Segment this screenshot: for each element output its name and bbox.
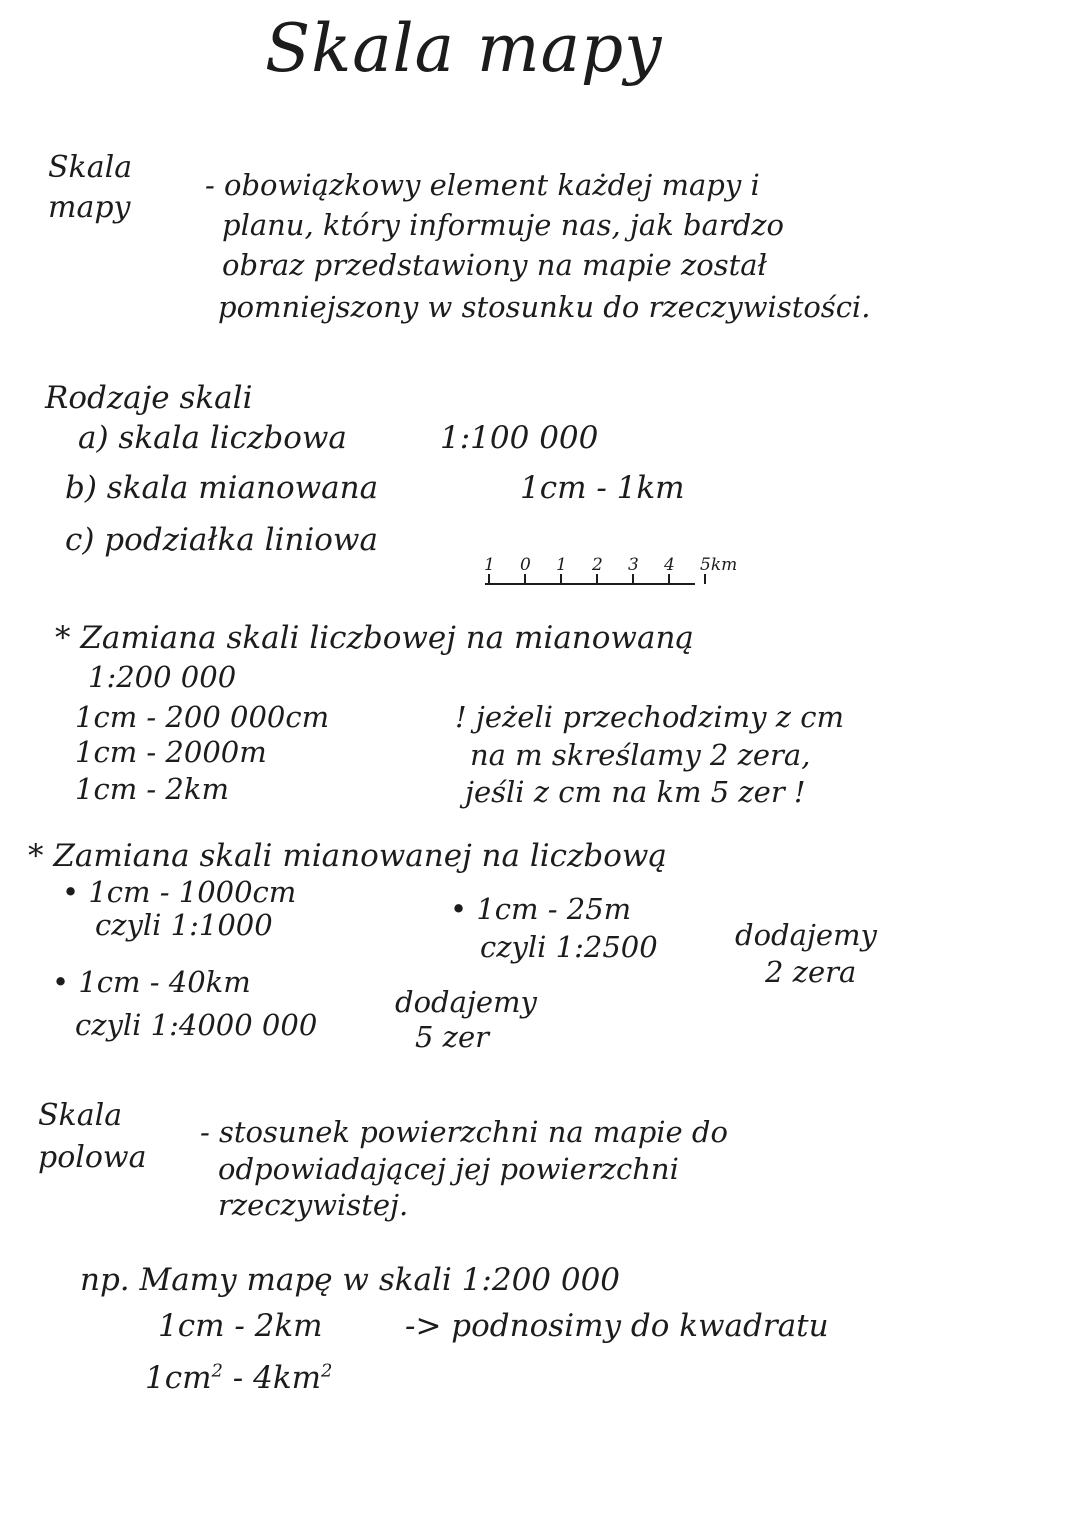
scale-bar-tick-label: 2 [592, 555, 603, 575]
scale-bar-tick-label: 1 [556, 555, 567, 575]
conv2-ex2-note-1: dodajemy [735, 918, 877, 952]
area-scale-line-2: odpowiadającej jej powierzchni [218, 1152, 679, 1186]
area-scale-line-1: - stosunek powierzchni na mapie do [200, 1115, 728, 1149]
area-example-line2-left: 1cm - 2km [158, 1308, 323, 1344]
conv2-ex3-note-2: 5 zer [415, 1020, 489, 1054]
area-example-line1: np. Mamy mapę w skali 1:200 000 [80, 1262, 621, 1298]
type-a-label: a) skala liczbowa [78, 420, 347, 456]
definition-label-2: mapy [48, 190, 131, 225]
definition-line-2: planu, który informuje nas, jak bardzo [222, 208, 785, 242]
conv2-heading: * Zamiana skali mianowanej na liczbową [28, 838, 667, 874]
area-example-line3 [145, 1360, 332, 1396]
scale-bar-tick-label: 0 [520, 555, 531, 575]
scale-bar-tick-label: 1 [484, 555, 495, 575]
area-example-line2-right: -> podnosimy do kwadratu [405, 1308, 829, 1344]
area-example-mid: - 4km [222, 1360, 322, 1396]
type-a-value: 1:100 000 [440, 420, 599, 456]
types-heading: Rodzaje skali [45, 380, 253, 416]
type-b-label: b) skala mianowana [65, 470, 379, 506]
area-scale-label-2: polowa [38, 1140, 147, 1175]
conv1-step-1: 1:200 000 [88, 660, 237, 694]
type-c-label: c) podziałka liniowa [65, 522, 378, 558]
type-b-value: 1cm - 1km [520, 470, 685, 506]
area-example-exp-2: 2 [321, 1360, 333, 1382]
conv2-ex3-line2: czyli 1:4000 000 [75, 1008, 318, 1042]
linear-scale-bar [484, 552, 738, 592]
conv1-step-2: 1cm - 200 000cm [75, 700, 330, 734]
conv1-step-3: 1cm - 2000m [75, 735, 267, 769]
area-scale-label-1: Skala [38, 1098, 123, 1133]
definition-line-3: obraz przedstawiony na mapie został [222, 248, 767, 282]
conv1-note-1: ! jeżeli przechodzimy z cm [455, 700, 844, 734]
conv1-step-4: 1cm - 2km [75, 772, 229, 806]
area-scale-line-3: rzeczywistej. [218, 1188, 409, 1222]
conv2-ex1-line1: • 1cm - 1000cm [62, 875, 297, 909]
conv1-note-3: jeśli z cm na km 5 zer ! [465, 775, 806, 809]
scale-bar-tick-label: 4 [664, 555, 675, 575]
conv2-ex3-note-1: dodajemy [395, 985, 537, 1019]
definition-label-1: Skala [48, 150, 133, 185]
conv2-ex2-line2: czyli 1:2500 [480, 930, 658, 964]
conv1-note-2: na m skreślamy 2 zera, [470, 738, 811, 772]
area-example-exp-1: 2 [211, 1360, 223, 1382]
conv2-ex1-line2: czyli 1:1000 [95, 908, 273, 942]
page-title: Skala mapy [265, 10, 663, 87]
scale-bar-tick-label: 5km [700, 555, 738, 575]
definition-line-1: - obowiązkowy element każdej mapy i [205, 168, 760, 202]
conv2-ex2-line1: • 1cm - 25m [450, 892, 632, 926]
conv2-ex2-note-2: 2 zera [765, 955, 857, 989]
conv2-ex3-line1: • 1cm - 40km [52, 965, 251, 999]
definition-line-4: pomniejszony w stosunku do rzeczywistości. [218, 290, 871, 324]
area-example-base-1: 1cm [145, 1360, 212, 1396]
conv1-heading: * Zamiana skali liczbowej na mianowaną [55, 620, 694, 656]
scale-bar-tick-label: 3 [628, 555, 639, 575]
scale-bar-ticks [484, 555, 737, 584]
